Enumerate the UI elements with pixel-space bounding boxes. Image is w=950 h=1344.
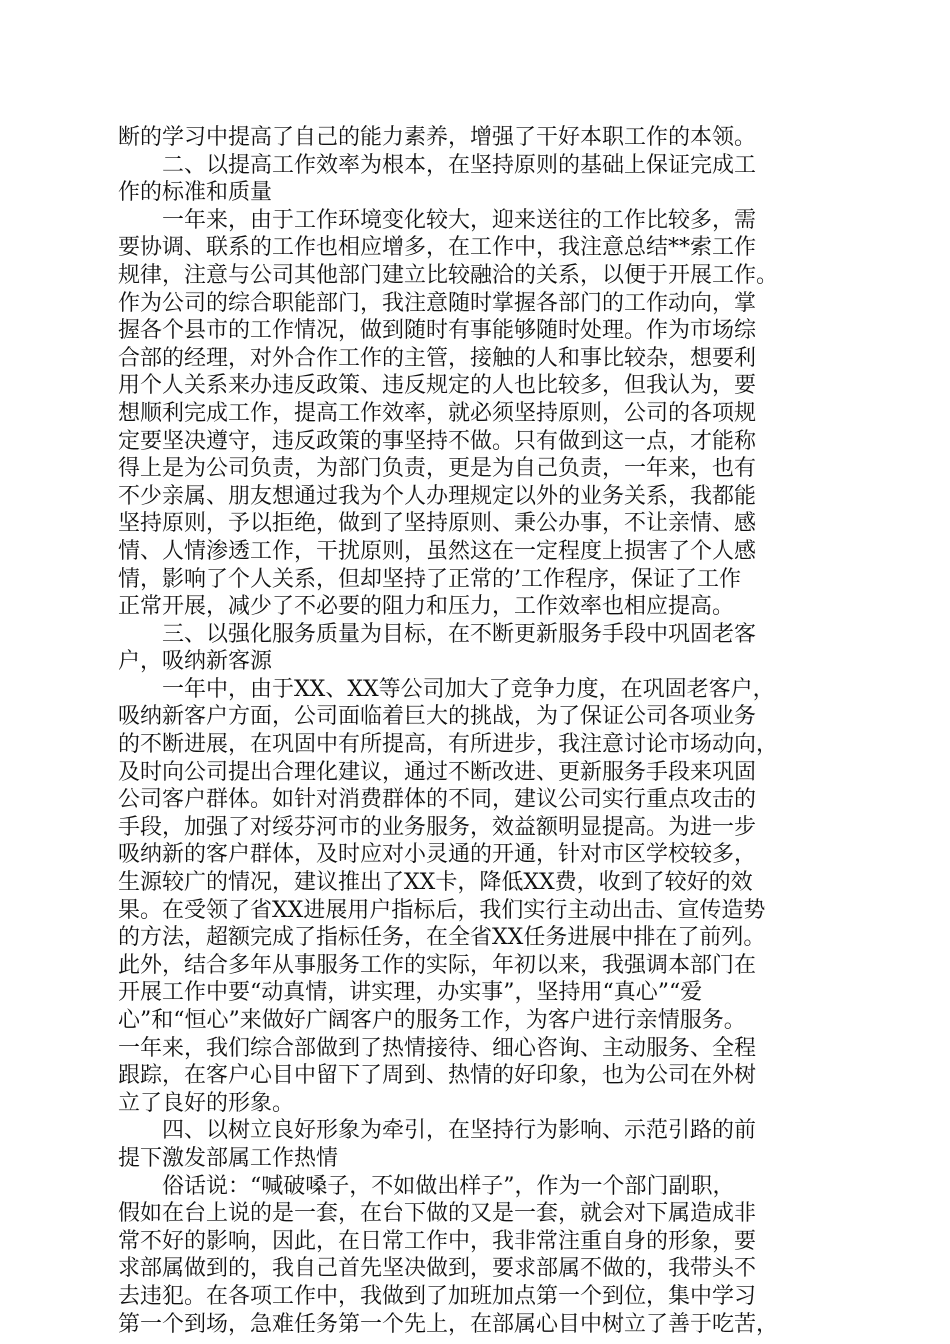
paragraph-line: 正常开展，减少了不必要的阻力和压力，工作效率也相应提高。: [118, 594, 735, 620]
paragraph-line: 合部的经理，对外合作工作的主管，接触的人和事比较杂，想要利: [118, 345, 757, 371]
paragraph-line: 一年中，由于XX、XX等公司加大了竞争力度，在巩固老客户，: [162, 676, 775, 702]
paragraph-line: 规律，注意与公司其他部门建立比较融洽的关系，以便于开展工作。: [118, 262, 779, 288]
paragraph-line: 用个人关系来办违反政策、违反规定的人也比较多，但我认为，要: [118, 373, 757, 399]
section-heading-line: 二、以提高工作效率为根本，在坚持原则的基础上保证完成工: [162, 152, 757, 178]
paragraph-line: 求部属做到的，我自己首先坚决做到，要求部属不做的，我带头不: [118, 1256, 757, 1282]
paragraph-line: 情，影响了个人关系，但却坚持了正常的’工作程序，保证了工作: [118, 566, 741, 592]
paragraph-line: 想顺利完成工作，提高工作效率，就必须坚持原则，公司的各项规: [118, 400, 757, 426]
section-heading-line: 三、以强化服务质量为目标，在不断更新服务手段中巩固老客: [162, 621, 757, 647]
paragraph-line: 立了良好的形象。: [118, 1090, 295, 1116]
paragraph-line: 此外，结合多年从事服务工作的实际，年初以来，我强调本部门在: [118, 952, 757, 978]
paragraph-line: 不少亲属、朋友想通过我为个人办理规定以外的业务关系，我都能: [118, 483, 757, 509]
paragraph-line: 常不好的影响，因此，在日常工作中，我非常注重自身的形象，要: [118, 1228, 757, 1254]
paragraph-line: 果。在受领了省XX进展用户指标后，我们实行主动出击、宣传造势: [118, 897, 766, 923]
paragraph-line: 吸纳新客户方面，公司面临着巨大的挑战，为了保证公司各项业务: [118, 704, 757, 730]
paragraph-line: 得上是为公司负责，为部门负责，更是为自己负责，一年来，也有: [118, 456, 757, 482]
paragraph-line: 开展工作中要“动真情，讲实理，办实事”，坚持用“真心”“爱: [118, 980, 703, 1006]
paragraph-line: 作的标准和质量: [118, 180, 273, 206]
paragraph-line: 要协调、联系的工作也相应增多，在工作中，我注意总结**索工作: [118, 235, 757, 261]
paragraph-line: 一年来，我们综合部做到了热情接待、细心咨询、主动服务、全程: [118, 1035, 757, 1061]
paragraph-line: 断的学习中提高了自己的能力素养，增强了干好本职工作的本领。: [118, 125, 757, 150]
paragraph-line: 第一个到场，急难任务第一个先上，在部属心目中树立了善于吃苦，: [118, 1311, 779, 1337]
paragraph-line: 坚持原则，予以拒绝，做到了坚持原则、秉公办事，不让亲情、感: [118, 511, 757, 537]
section-heading-line: 四、以树立良好形象为牵引，在坚持行为影响、示范引路的前: [162, 1118, 757, 1144]
paragraph-line: 提下激发部属工作热情: [118, 1145, 339, 1171]
paragraph-line: 生源较广的情况，建议推出了XX卡，降低XX费，收到了较好的效: [118, 870, 753, 896]
paragraph-line: 及时向公司提出合理化建议，通过不断改进、更新服务手段来巩固: [118, 759, 757, 785]
paragraph-line: 俗话说：“喊破嗓子，不如做出样子”，作为一个部门副职，: [162, 1173, 735, 1199]
paragraph-line: 一年来，由于工作环境变化较大，迎来送往的工作比较多，需: [162, 207, 757, 233]
paragraph-line: 户，吸纳新客源: [118, 649, 273, 675]
document-page: [118, 124, 830, 1338]
paragraph-line: 手段，加强了对绥芬河市的业务服务，效益额明显提高。为进一步: [118, 814, 757, 840]
paragraph-line: 握各个县市的工作情况，做到随时有事能够随时处理。作为市场综: [118, 318, 757, 344]
paragraph-line: 作为公司的综合职能部门，我注意随时掌握各部门的工作动向，掌: [118, 290, 757, 316]
paragraph-line: 假如在台上说的是一套，在台下做的又是一套，就会对下属造成非: [118, 1201, 757, 1227]
paragraph-line: 吸纳新的客户群体，及时应对小灵通的开通，针对市区学校较多，: [118, 842, 757, 868]
paragraph-line: 心”和“恒心”来做好广阔客户的服务工作，为客户进行亲情服务。: [118, 1008, 746, 1033]
paragraph-line: 的不断进展，在巩固中有所提高，有所进步，我注意讨论市场动向，: [118, 732, 779, 758]
paragraph-line: 公司客户群体。如针对消费群体的不同，建议公司实行重点攻击的: [118, 787, 757, 813]
paragraph-line: 情、人情渗透工作，干扰原则，虽然这在一定程度上损害了个人感: [118, 538, 757, 564]
paragraph-line: 的方法，超额完成了指标任务，在全省XX任务进展中排在了前列。: [118, 925, 766, 951]
paragraph-line: 去违犯。在各项工作中，我做到了加班加点第一个到位，集中学习: [118, 1283, 757, 1309]
paragraph-line: 定要坚决遵守，违反政策的事坚持不做。只有做到这一点，才能称: [118, 428, 757, 454]
paragraph-line: 跟踪，在客户心目中留下了周到、热情的好印象，也为公司在外树: [118, 1063, 757, 1089]
